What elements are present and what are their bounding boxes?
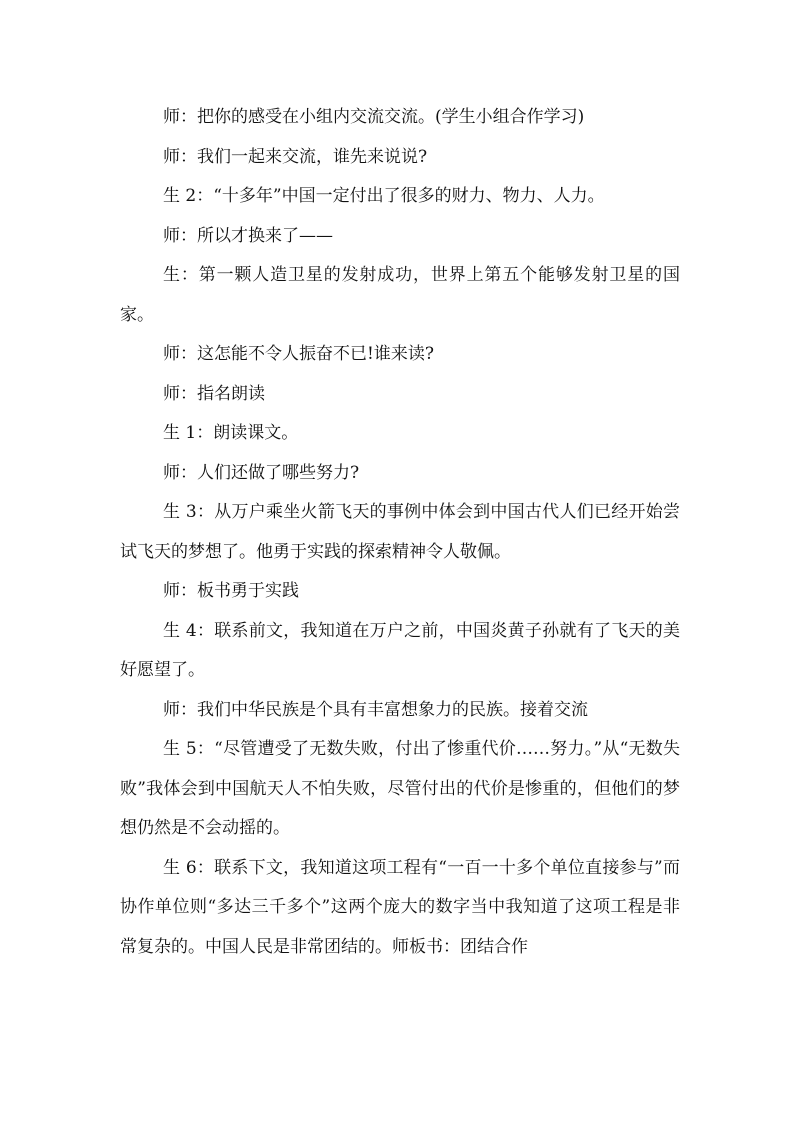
paragraph: 师：这怎能不令人振奋不已!谁来读? — [163, 344, 434, 364]
paragraph: 师：所以才换来了—— — [163, 225, 333, 246]
paragraph: 师：我们一起来交流，谁先来说说? — [163, 146, 428, 167]
paragraph: 生 6：联系下文，我知道这项工程有“一百一十多个单位直接参与”而协作单位则“多达三千多个”这两个庞大的数字当中我知道了这项工程是非常复杂的。中国人民是非常团结的。师板书：团结合作 — [120, 857, 680, 957]
paragraph: 生 5：“尽管遭受了无数失败，付出了惨重代价……努力。”从“无数失败”我体会到中国航天人不怕失败，尽管付出的代价是惨重的，但他们的梦想仍然是不会动摇的。 — [120, 739, 680, 838]
paragraph: 师：板书勇于实践 — [163, 581, 299, 601]
paragraph: 生：第一颗人造卫星的发射成功，世界上第五个能够发射卫星的国家。 — [120, 265, 680, 325]
document-body — [120, 98, 680, 967]
paragraph: 师：把你的感受在小组内交流交流。(学生小组合作学习) — [163, 107, 585, 127]
paragraph: 师：指名朗读 — [163, 383, 265, 404]
paragraph: 生 3：从万户乘坐火箭飞天的事例中体会到中国古代人们已经开始尝试飞天的梦想了。他勇于实践的探索精神令人敬佩。 — [120, 502, 680, 562]
paragraph: 生 4：联系前文，我知道在万户之前，中国炎黄子孙就有了飞天的美好愿望了。 — [120, 620, 680, 680]
paragraph: 师：我们中华民族是个具有丰富想象力的民族。接着交流 — [163, 699, 588, 720]
paragraph: 师：人们还做了哪些努力? — [163, 462, 360, 483]
paragraph: 生 2：“十多年”中国一定付出了很多的财力、物力、人力。 — [163, 186, 605, 206]
paragraph: 生 1：朗读课文。 — [163, 423, 299, 443]
